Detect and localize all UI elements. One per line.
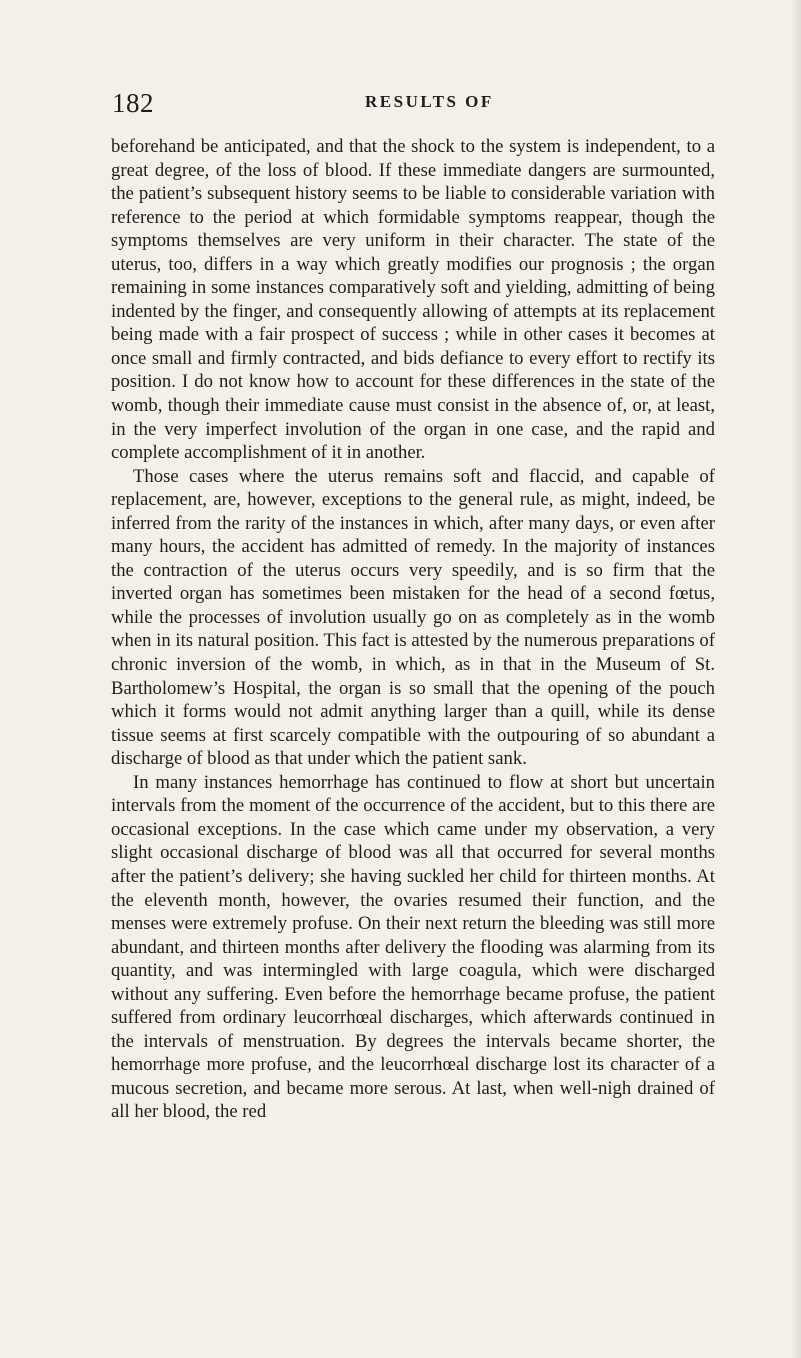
page-edge-shadow [791,0,801,1358]
page-number: 182 [112,88,154,118]
running-head [112,88,722,118]
body-text [111,135,715,1124]
paragraph: beforehand be anticipated, and that the shock to the system is independent, to a great degree, of the loss of blood. If these immediate dangers are surmounted, the patient’s subsequent history seems to be liable to considerable variation with reference to the period at which formidable symptoms reappear, though the symptoms themselves are very uniform in their character. The state of the uterus, too, differs in a way which greatly modifies our prognosis ; the organ remaining in some instances comparatively soft and yielding, admitting of being indented by the finger, and consequently allowing of attempts at its replacement being made with a fair prospect of success ; while in other cases it becomes at once small and firmly contracted, and bids defiance to every effort to rectify its position. I do not know how to account for these differences in the state of the womb, though their immediate cause must consist in the absence of, or, at least, in the very imperfect involution of the organ in one case, and the rapid and complete accomplishment of it in another. [111,136,715,464]
paragraph: Those cases where the uterus remains soft and flaccid, and capable of replacement, are, however, exceptions to the general rule, as might, indeed, be inferred from the rarity of the instances in which, after many days, or even after many hours, the accident has admitted of remedy. In the majority of instances the contraction of the uterus occurs very speedily, and is so firm that the inverted organ has sometimes been mistaken for the head of a second fœtus, while the processes of involution usually go on as completely as in the womb when in its natural position. This fact is attested by the numerous preparations of chronic inversion of the womb, in which, as in that in the Museum of St. Bartholomew’s Hospital, the organ is so small that the opening of the pouch which it forms would not admit anything larger than a quill, while its dense tissue seems at first scarcely compatible with the outpouring of so abundant a discharge of blood as that under which the patient sank. [111,465,715,770]
running-title: RESULTS OF [365,92,494,111]
paragraph: In many instances hemorrhage has continued to flow at short but uncertain intervals from the moment of the occurrence of the accident, but to this there are occasional exceptions. In the case which came under my observation, a very slight occasional discharge of blood was all that occurred for several months after the patient’s delivery; she having suckled her child for thirteen months. At the eleventh month, however, the ovaries resumed their function, and the menses were extremely profuse. On their next return the bleeding was still more abundant, and thirteen months after delivery the flooding was alarming from its quantity, and was intermingled with large coagula, which were discharged without any suffering. Even before the hemorrhage became profuse, the patient suffered from ordinary leucorrhœal discharges, which afterwards continued in the intervals of menstruation. By degrees the intervals became shorter, the hemorrhage more profuse, and the leucorrhœal discharge lost its character of a mucous secretion, and became more serous. At last, when well-nigh drained of all her blood, the red [111,771,715,1123]
